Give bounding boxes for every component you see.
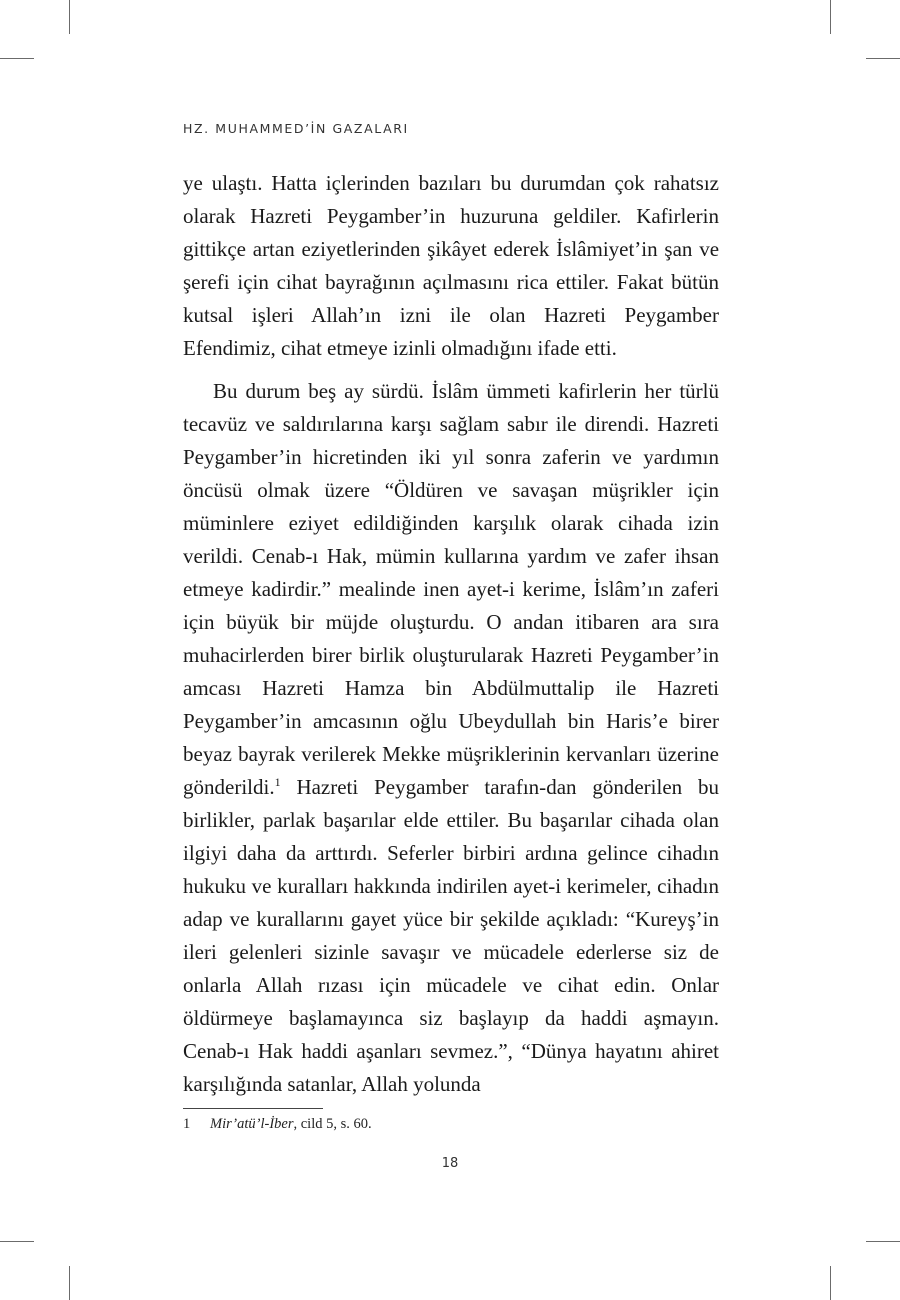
text-line: gittikçe artan eziyetlerinden şikâyet ederek İslâmiyet’in şan	[183, 237, 693, 261]
text-line: ve şerefi için cihat bayrağının açılmasını rica ettiler. Fakat	[183, 237, 720, 294]
text-line: Haris’e birer beyaz bayrak verilerek Mekke müşriklerinin	[183, 709, 719, 766]
footnote-rule	[183, 1108, 323, 1109]
footnote-number: 1	[183, 1116, 191, 1132]
paragraph-1	[183, 167, 719, 365]
text-line: ardına gelince cihadın hukuku ve kuralları hakkında indirilen	[183, 841, 720, 898]
text-line: Efendimiz, cihat etmeye izinli olmadığını ifade etti.	[183, 336, 617, 360]
crop-mark-left-top	[0, 58, 34, 59]
text-line: ayet-i kerimeler, cihadın adap ve kurallarını gayet yüce bir	[183, 874, 719, 931]
text-line: Bu durum beş ay sürdü. İslâm ümmeti kafirlerin her	[213, 379, 672, 403]
text-line: da haddi aşmayın. Cenab-ı Hak haddi aşanları sevmez.”,	[183, 1006, 720, 1063]
text-line: ara sıra muhacirlerden birer birlik oluşturularak Hazreti	[183, 610, 720, 667]
text-line: türlü tecavüz ve saldırılarına karşı sağlam sabır ile direndi.	[183, 379, 719, 436]
text-line: Peygamber’in amcası Hazreti Hamza bin Abdülmuttalip	[183, 643, 719, 700]
footnote-reference[interactable]: 1	[274, 775, 281, 789]
text-line: ve cihat edin. Onlar öldürmeye başlamayınca siz başlayıp	[183, 973, 720, 1030]
footnote-source-title: Mir’atü’l-İber	[210, 1116, 294, 1132]
body-text	[183, 167, 719, 1101]
text-line: Hazreti Peygamber’in hicretinden iki yıl sonra zaferin ve	[183, 412, 719, 469]
crop-mark-right-bottom	[866, 1241, 900, 1242]
crop-mark-top-right	[830, 0, 831, 34]
crop-mark-bottom-left	[69, 1266, 70, 1300]
text-line: şekilde açıkladı: “Kureyş’in ileri gelenleri sizinle savaşır ve	[183, 907, 720, 964]
crop-mark-right-top	[866, 58, 900, 59]
footnote-source-detail: , cild 5, s. 60.	[293, 1116, 372, 1132]
text-line: dan gönderilen bu birlikler, parlak başarılar elde ettiler. Bu	[183, 775, 720, 832]
text-line: ihsan etmeye kadirdir.” mealinde inen ayet-i kerime, İslâm’ın	[183, 544, 719, 601]
text-line: mücadele ederlerse siz de onlarla Allah rızası için mücadele	[183, 940, 719, 997]
text-line: yardımın öncüsü olmak üzere “Öldüren ve savaşan müşrikler	[183, 445, 720, 502]
running-head: HZ. MUHAMMED’İN GAZALARI	[183, 121, 409, 136]
text-line: için müminlere eziyet edildiğinden karşılık olarak cihada	[183, 478, 720, 535]
text-line: izin verildi. Cenab-ı Hak, mümin kullarına yardım ve zafer	[183, 511, 720, 568]
text-line: başarılar cihada olan ilgiyi daha da arttırdı. Seferler birbiri	[183, 808, 719, 865]
text-line: olarak Hazreti Peygamber’in huzuruna geldiler. Kafirlerin	[183, 204, 719, 228]
text-line: “Dünya hayatını ahiret karşılığında satanlar, Allah yolunda	[183, 1039, 719, 1096]
page-number: 18	[441, 1156, 459, 1171]
paragraph-2	[183, 375, 719, 1101]
crop-mark-left-bottom	[0, 1241, 34, 1242]
text-line: zaferi için büyük bir müjde oluşturdu. O andan itibaren	[183, 577, 720, 634]
footnote	[183, 1114, 372, 1134]
text-line: Hazreti Peygamber tarafın-	[296, 775, 547, 799]
text-line: ye ulaştı. Hatta içlerinden bazıları bu durumdan çok rahatsız	[183, 171, 719, 195]
crop-mark-top-left	[69, 0, 70, 34]
crop-mark-bottom-right	[830, 1266, 831, 1300]
text-line: kervanları üzerine gönderildi.	[183, 742, 719, 799]
text-line: ile Hazreti Peygamber’in amcasının oğlu Ubeydullah bin	[183, 676, 720, 733]
text-line: bütün kutsal işleri Allah’ın izni ile olan Hazreti Peygamber	[183, 270, 720, 327]
